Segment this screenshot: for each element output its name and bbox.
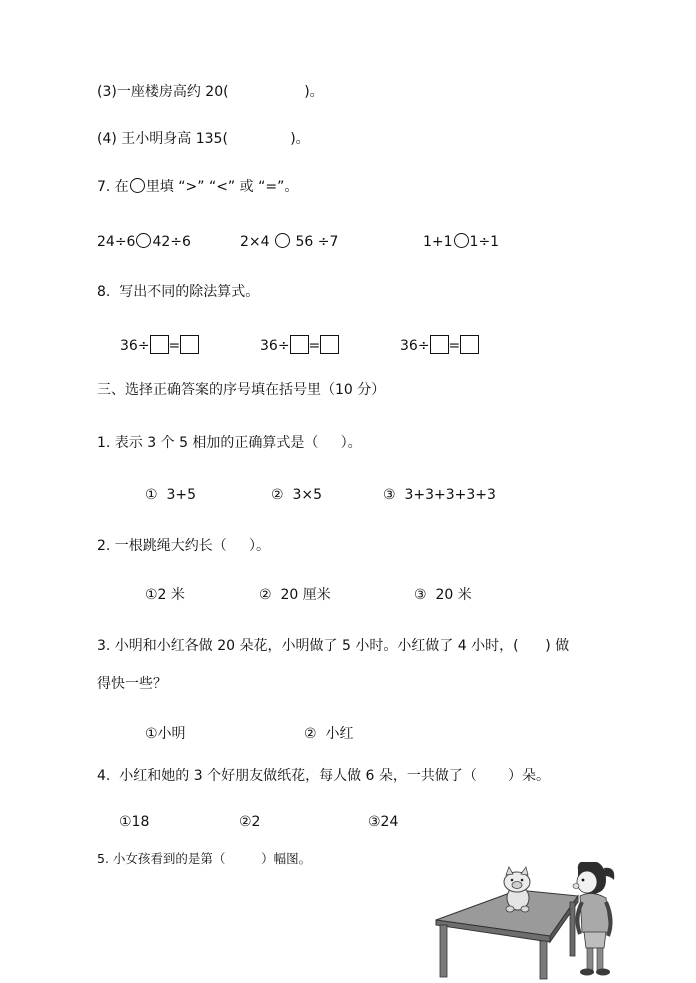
c1-option-3[interactable]: ③ 3+3+3+3+3 — [383, 487, 496, 503]
answer-box[interactable] — [460, 335, 479, 354]
q8-equals: = — [448, 338, 461, 354]
answer-box[interactable] — [320, 335, 339, 354]
q7-expression-3 — [423, 233, 499, 251]
compare-circle-2[interactable] — [275, 233, 290, 248]
c1-option-1[interactable]: ① 3+5 — [145, 487, 196, 503]
choice-question-2: 2. 一根跳绳大约长（ ）。 — [97, 538, 271, 554]
q8-division-1 — [120, 335, 199, 355]
c3-option-2[interactable]: ② 小红 — [304, 726, 354, 742]
choice-question-4: 4. 小红和她的 3 个好朋友做纸花，每人做 6 朵，一共做了（ ）朵。 — [97, 768, 551, 784]
compare-circle-3[interactable] — [454, 233, 469, 248]
q7-e1-left: 24÷6 — [97, 234, 136, 250]
q7-text-a: 7. 在 — [97, 179, 129, 195]
q7-expression-1 — [97, 233, 191, 251]
answer-box[interactable] — [430, 335, 449, 354]
q8-division-3 — [400, 335, 479, 355]
q8-prefix: 36÷ — [120, 338, 150, 354]
c2-option-3[interactable]: ③ 20 米 — [414, 587, 472, 603]
circle-placeholder-icon — [130, 178, 145, 193]
q7-e3-right: 1÷1 — [469, 234, 500, 250]
q7-e2-left: 2×4 — [240, 234, 274, 250]
girl-looking-at-table-illustration — [430, 862, 640, 982]
answer-box[interactable] — [150, 335, 169, 354]
c2-option-2[interactable]: ② 20 厘米 — [259, 587, 331, 603]
q8-prefix: 36÷ — [400, 338, 430, 354]
c2-option-1[interactable]: ①2 米 — [145, 587, 185, 603]
q8-division-2 — [260, 335, 339, 355]
question-4-height: (4) 王小明身高 135( )。 — [97, 131, 310, 147]
c4-option-2[interactable]: ②2 — [239, 814, 261, 830]
compare-circle-1[interactable] — [136, 233, 151, 248]
c4-option-3[interactable]: ③24 — [368, 814, 399, 830]
choice-question-5: 5. 小女孩看到的是第（ ）幅图。 — [97, 851, 312, 866]
q8-prefix: 36÷ — [260, 338, 290, 354]
c4-option-1[interactable]: ①18 — [119, 814, 150, 830]
choice-question-3-line-1: 3. 小明和小红各做 20 朵花，小明做了 5 小时。小红做了 4 小时，( ) 做 — [97, 638, 570, 654]
c1-option-2[interactable]: ② 3×5 — [271, 487, 322, 503]
choice-question-3-line-2: 得快一些？ — [97, 676, 167, 692]
question-7-instruction — [97, 178, 298, 196]
q8-equals: = — [168, 338, 181, 354]
answer-box[interactable] — [290, 335, 309, 354]
q8-equals: = — [308, 338, 321, 354]
choice-question-1: 1. 表示 3 个 5 相加的正确算式是（ ）。 — [97, 435, 362, 451]
q7-text-b: 里填 “>” “<” 或 “=”。 — [145, 179, 299, 195]
question-3-building-height: (3)一座楼房高约 20( )。 — [97, 84, 324, 100]
section-3-heading: 三、选择正确答案的序号填在括号里（10 分） — [97, 382, 386, 398]
q7-e2-right: 56 ÷7 — [291, 234, 339, 250]
q7-e1-right: 42÷6 — [152, 234, 191, 250]
c3-option-1[interactable]: ①小明 — [145, 726, 186, 742]
q7-expression-2 — [240, 233, 338, 251]
girl-figure-icon — [573, 862, 614, 976]
q7-e3-left: 1+1 — [423, 234, 453, 250]
answer-box[interactable] — [180, 335, 199, 354]
question-8-instruction: 8. 写出不同的除法算式。 — [97, 284, 260, 300]
